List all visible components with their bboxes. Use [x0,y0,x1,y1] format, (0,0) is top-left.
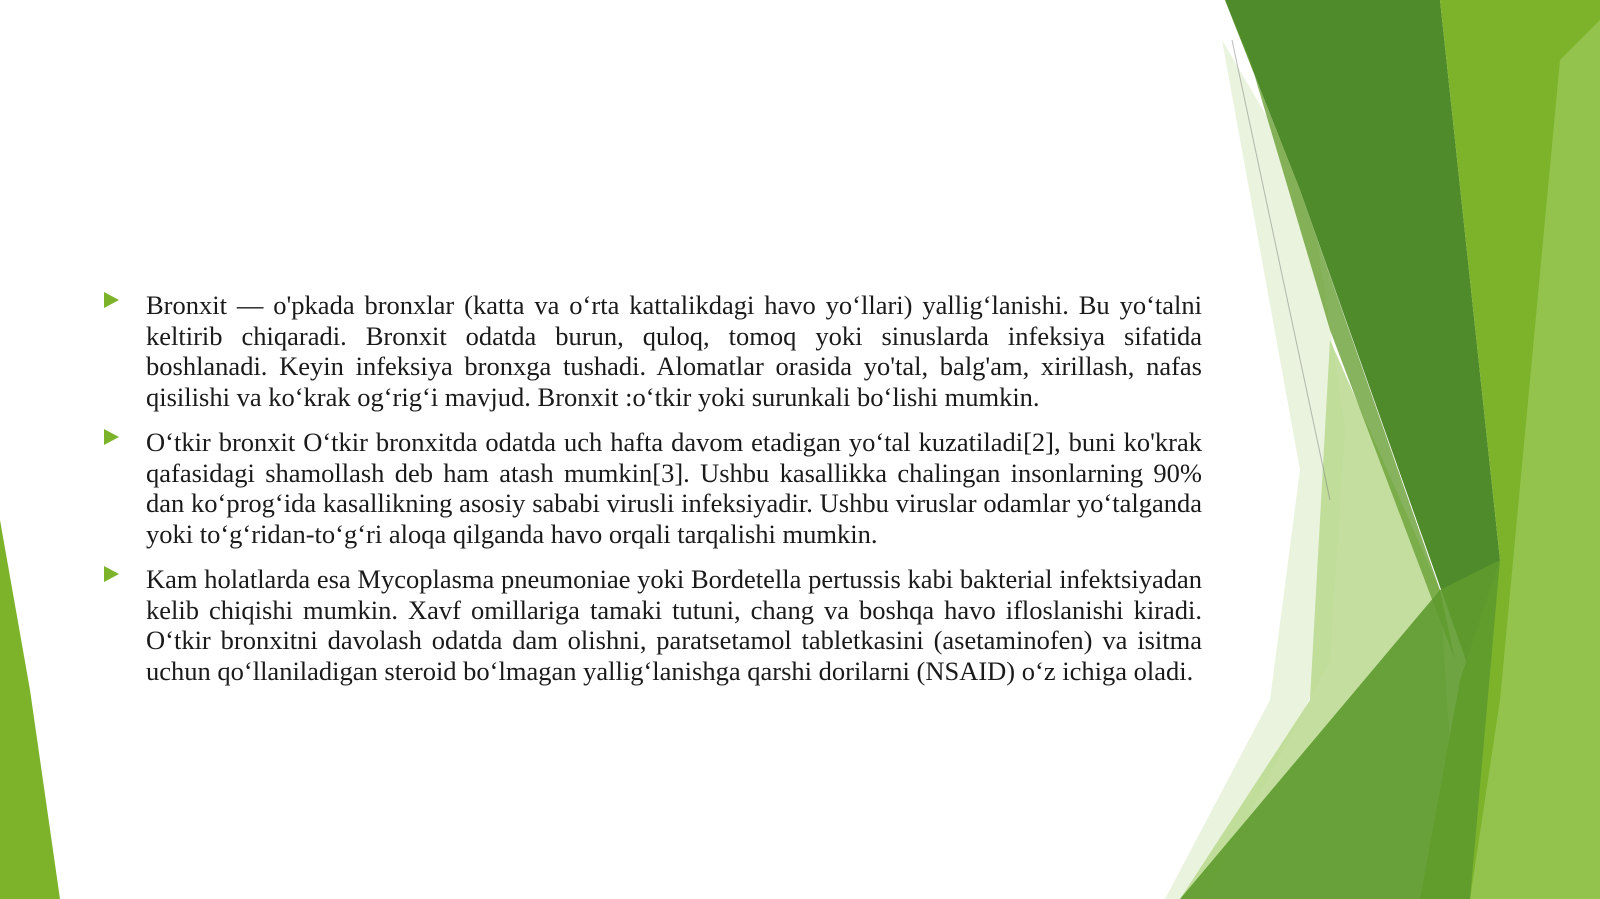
slide-body [100,290,1202,701]
left-green-wedge [0,520,60,899]
bullet-text: Kam holatlarda esa Mycoplasma pneumoniae yoki Bordetella pertussis kabi bakterial infektsiyadan kelib chiqishi mumkin. Xavf omillariga tamaki tutuni, chang va boshqa havo ifloslanishi kiradi. O‘tkir bronxitni davolash odatda dam olishni, paratsetamol tabletkasini (asetaminofen) va isitma uchun qo‘llaniladigan steroid bo‘lmagan yallig‘lanishga qarshi dorilarni (NSAID) o‘z ichiga oladi. [146,564,1202,686]
bullet-item [100,427,1202,549]
bullet-text: Bronxit — o'pkada bronxlar (katta va o‘rta kattalikdagi havo yo‘llari) yallig‘lanishi. Bu yo‘talni keltirib chiqaradi. Bronxit odatda burun, quloq, tomoq yoki sinuslarda infeksiya sifatida boshlanadi. Keyin infeksiya bronxga tushadi. Alomatlar orasida yo'tal, balg'am, xirillash, nafas qisilishi va ko‘krak og‘rig‘i mavjud. Bronxit :o‘tkir yoki surunkali bo‘lishi mumkin. [146,290,1202,412]
bullet-item [100,564,1202,686]
bullet-arrow-icon [104,566,119,582]
bullet-arrow-icon [104,292,119,308]
bullet-item [100,290,1202,412]
bullet-text: O‘tkir bronxit O‘tkir bronxitda odatda uch hafta davom etadigan yo‘tal kuzatiladi[2], buni ko'krak qafasidagi shamollash deb ham atash mumkin[3]. Ushbu kasallikka chalingan insonlarning 90% dan ko‘prog‘ida kasallikning asosiy sababi virusli infeksiyadir. Ushbu viruslar odamlar yo‘talganda yoki to‘g‘ridan-to‘g‘ri aloqa qilganda havo orqali tarqalishi mumkin. [146,427,1202,549]
bullet-arrow-icon [104,429,119,445]
